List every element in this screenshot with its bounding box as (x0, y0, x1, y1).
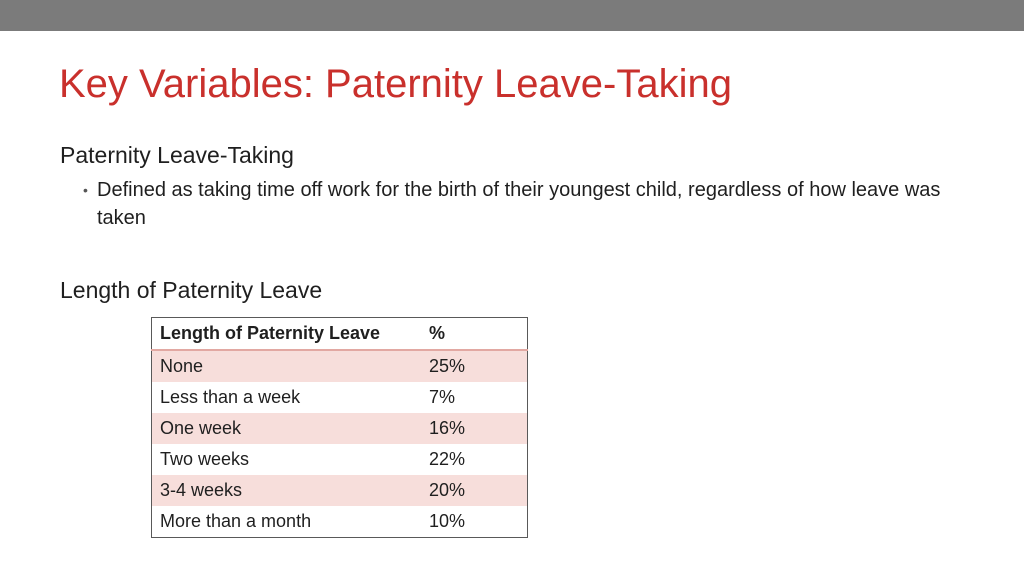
definition-bullet (83, 176, 943, 232)
leave-length-table (151, 317, 528, 538)
table-row (152, 413, 528, 444)
row-length-cell: None (152, 350, 422, 382)
table-row (152, 350, 528, 382)
row-percent-cell: 10% (421, 506, 528, 538)
header-percent: % (421, 318, 528, 351)
row-percent-cell: 7% (421, 382, 528, 413)
section-heading-leave-length: Length of Paternity Leave (60, 277, 323, 303)
table-row (152, 475, 528, 506)
row-length-cell: Less than a week (152, 382, 422, 413)
row-percent-cell: 22% (421, 444, 528, 475)
slide-title: Key Variables: Paternity Leave-Taking (59, 62, 732, 106)
table-row (152, 506, 528, 538)
header-length: Length of Paternity Leave (152, 318, 422, 351)
row-length-cell: More than a month (152, 506, 422, 538)
table-row (152, 444, 528, 475)
row-length-cell: One week (152, 413, 422, 444)
definition-text: Defined as taking time off work for the birth of their youngest child, regardless of how leave was taken (97, 179, 941, 229)
row-percent-cell: 20% (421, 475, 528, 506)
row-percent-cell: 16% (421, 413, 528, 444)
table-row (152, 382, 528, 413)
row-length-cell: Two weeks (152, 444, 422, 475)
row-percent-cell: 25% (421, 350, 528, 382)
table-header-row (152, 318, 528, 351)
row-length-cell: 3-4 weeks (152, 475, 422, 506)
section-heading-leave-taking: Paternity Leave-Taking (60, 142, 294, 168)
bullet-dot-icon: • (83, 182, 88, 198)
top-bar (0, 0, 1024, 31)
